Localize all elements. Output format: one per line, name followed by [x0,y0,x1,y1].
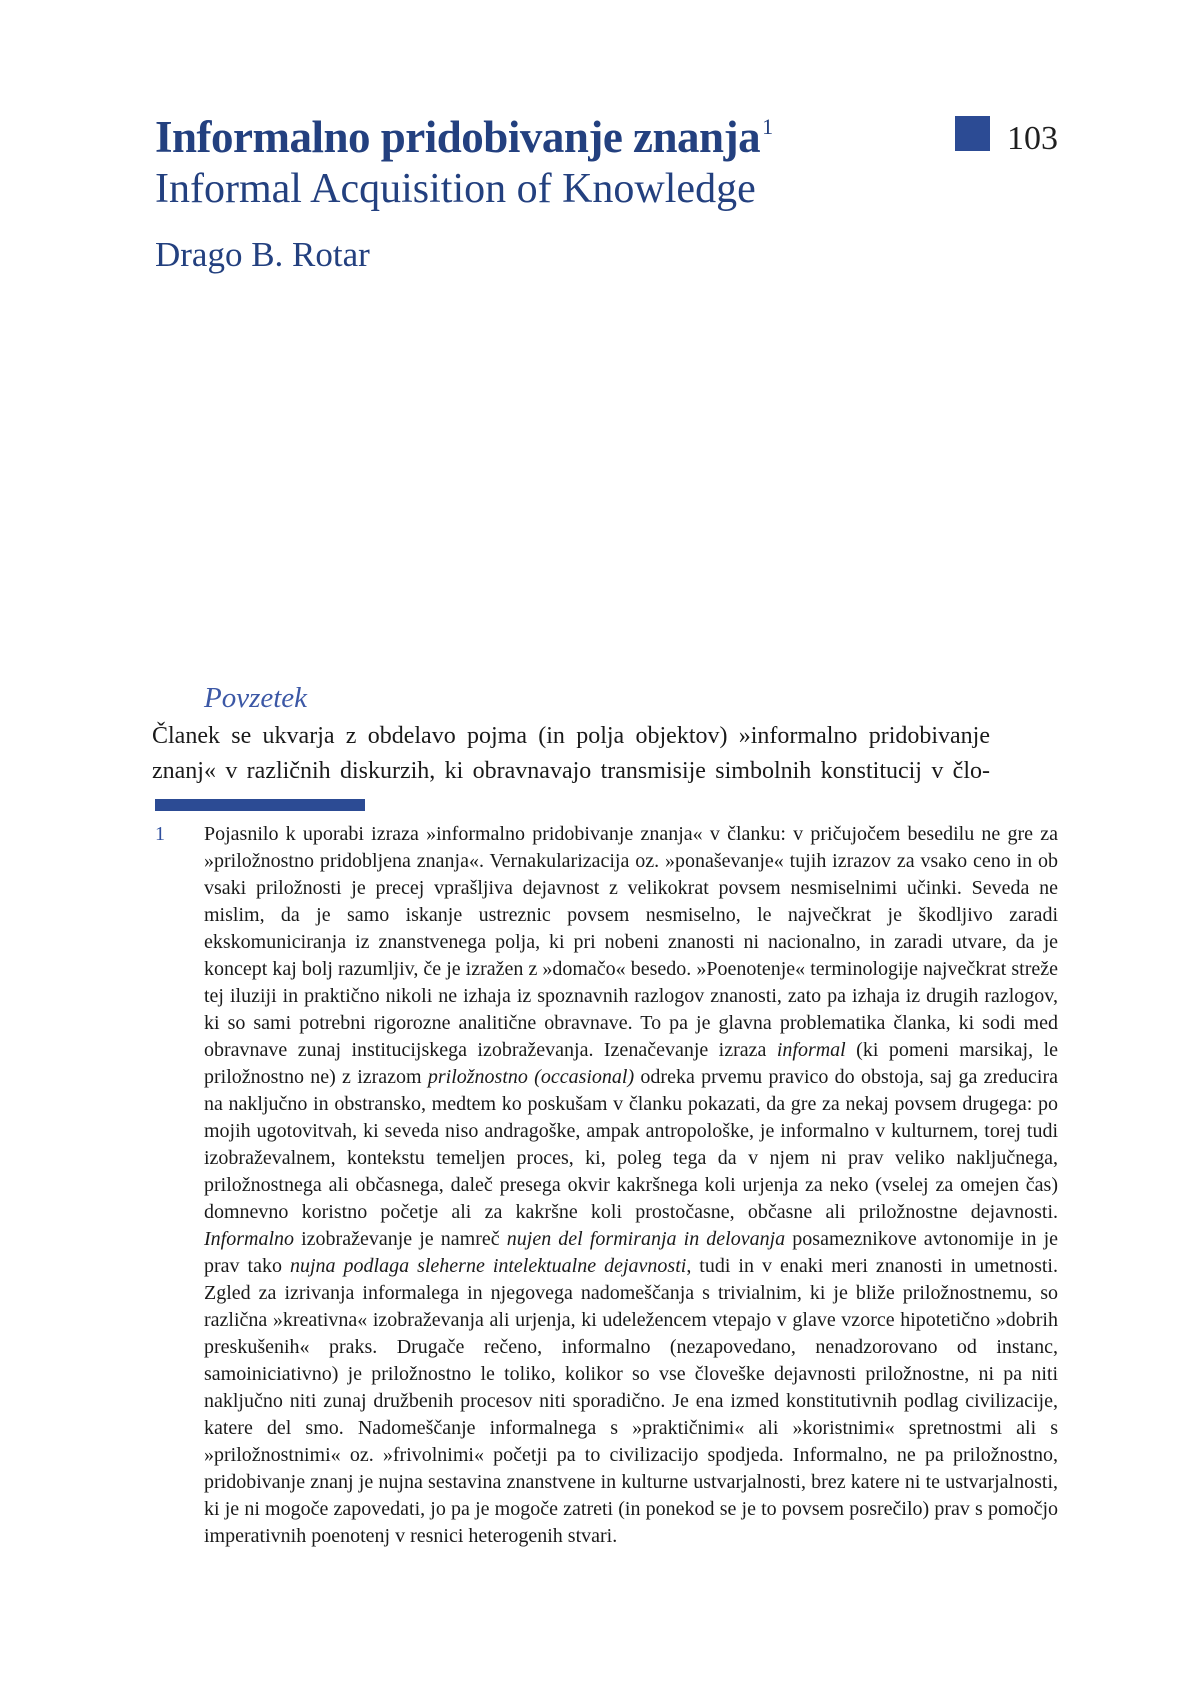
article-title-en: Informal Acquisition of Knowledge [155,166,756,212]
abstract-text [152,719,990,789]
abstract-line: znanj« v različnih diskurzih, ki obravnavajo transmisije simbolnih konstitucij v člo- [152,758,990,784]
article-header [155,100,935,275]
abstract-line: Članek se ukvarja z obdelavo pojma (in polja objektov) »informalno pridobivanje [152,723,990,749]
footnote-text: Pojasnilo k uporabi izraza »informalno pridobivanje znanja« v članku: v pričujočem besedilu ne gre za »priložnostno pridobljena znanja«. Vernakularizacija oz. »ponaševanje« tujih izrazov za vsako ceno in ob vsaki priložnosti je precej vprašljiva dejavnost z velikokrat povsem nesmiselnimi učinki. Seveda ne mislim, da je samo iskanje ustreznic povsem nesmiselno, le največkrat je škodljivo zaradi ekskomuniciranja iz znanstvenega polja, ki pri nobeni znanosti ni nacionalno, in zaradi utvare, da je koncept kaj bolj razumljiv, če je izražen z »domačo« besedo. »Poenotenje« terminologije največkrat streže tej iluziji in praktično nikoli ne izhaja iz spoznavnih razlogov znanosti, zato pa izhaja iz drugih razlogov, ki so sami potrebni rigorozne analitične obravnave. To pa je glavna problematika članka, ki sodi med obravnave zunaj institucijskega izobraževanja. Izenačevanje izraza informal (ki pomeni marsikaj, le priložnostno ne) z izrazom priložnostno (occasional) odreka prvemu pravico do obstoja, saj ga zreducira na naključno in obstransko, medtem ko poskušam v članku pokazati, da gre za nekaj povsem drugega: po mojih ugotovitvah, ki seveda niso andragoške, ampak antropološke, je informalno v kulturnem, torej tudi izobraževalnem, kontekstu temeljen proces, ki, poleg tega da v njem ni prav veliko naključnega, priložnostnega ali občasnega, daleč presega okvir kakršnega koli urjenja za neko (vselej za omejen čas) domnevno koristno početje ali za kakršne koli prostočasne, občasne ali priložnostne dejavnosti. Informalno izobraževanje je namreč nujen del formiranja in delovanja posameznikove avtonomije in je prav tako nujna podlaga sleherne intelektualne dejavnosti, tudi in v enaki meri znanosti in umetnosti. Zgled za izrivanja informalega in njegovega nadomeščanja s trivialnim, ki je bliže priložnostnemu, so različna »kreativna« izobraževanja ali urjenja, ki udeležencem vtepajo v glave vzorce hipotetično »dobrih preskušenih« praks. Drugače rečeno, informalno (nezapovedano, nenadzorovano od instanc, samoiniciativno) je priložnostno le toliko, kolikor so vse človeške dejavnosti priložnostne, ni pa niti naključno niti zunaj družbenih procesov niti sporadično. Je ena izmed konstitutivnih podlag civilizacije, katere del smo. Nadomeščanje informalnega s »praktičnimi« ali »koristnimi« spretnostmi ali s »priložnostnimi« oz. »frivolnimi« početji pa to civilizacijo spodjeda. Informalno, ne pa priložnostno, pridobivanje znanj je nujna sestavina znanstvene in kulturne ustvarjalnosti, brez katere ni te ustvarjalnosti, ki je ni mogoče zapovedati, jo pa je mogoče zatreti (in ponekod se je to povsem posrečilo) prav s pomočjo imperativnih poenotenj v resnici heterogenih stvari. [204,823,1058,1547]
abstract-section [152,680,990,789]
article-title-sl-text: Informalno pridobivanje znanja [155,112,761,162]
article-title-sl [155,100,935,164]
footnote-body [155,821,1058,1550]
abstract-label: Povzetek [204,682,308,714]
page-corner-marker [955,116,1058,156]
footnote-reference: 1 [762,114,773,139]
footnote-separator-rule [155,799,365,811]
author-name: Drago B. Rotar [155,235,370,274]
page-number: 103 [1007,120,1058,157]
footnote-section [155,799,1058,1550]
footnote-number: 1 [155,823,165,845]
blue-square-marker [955,116,990,151]
